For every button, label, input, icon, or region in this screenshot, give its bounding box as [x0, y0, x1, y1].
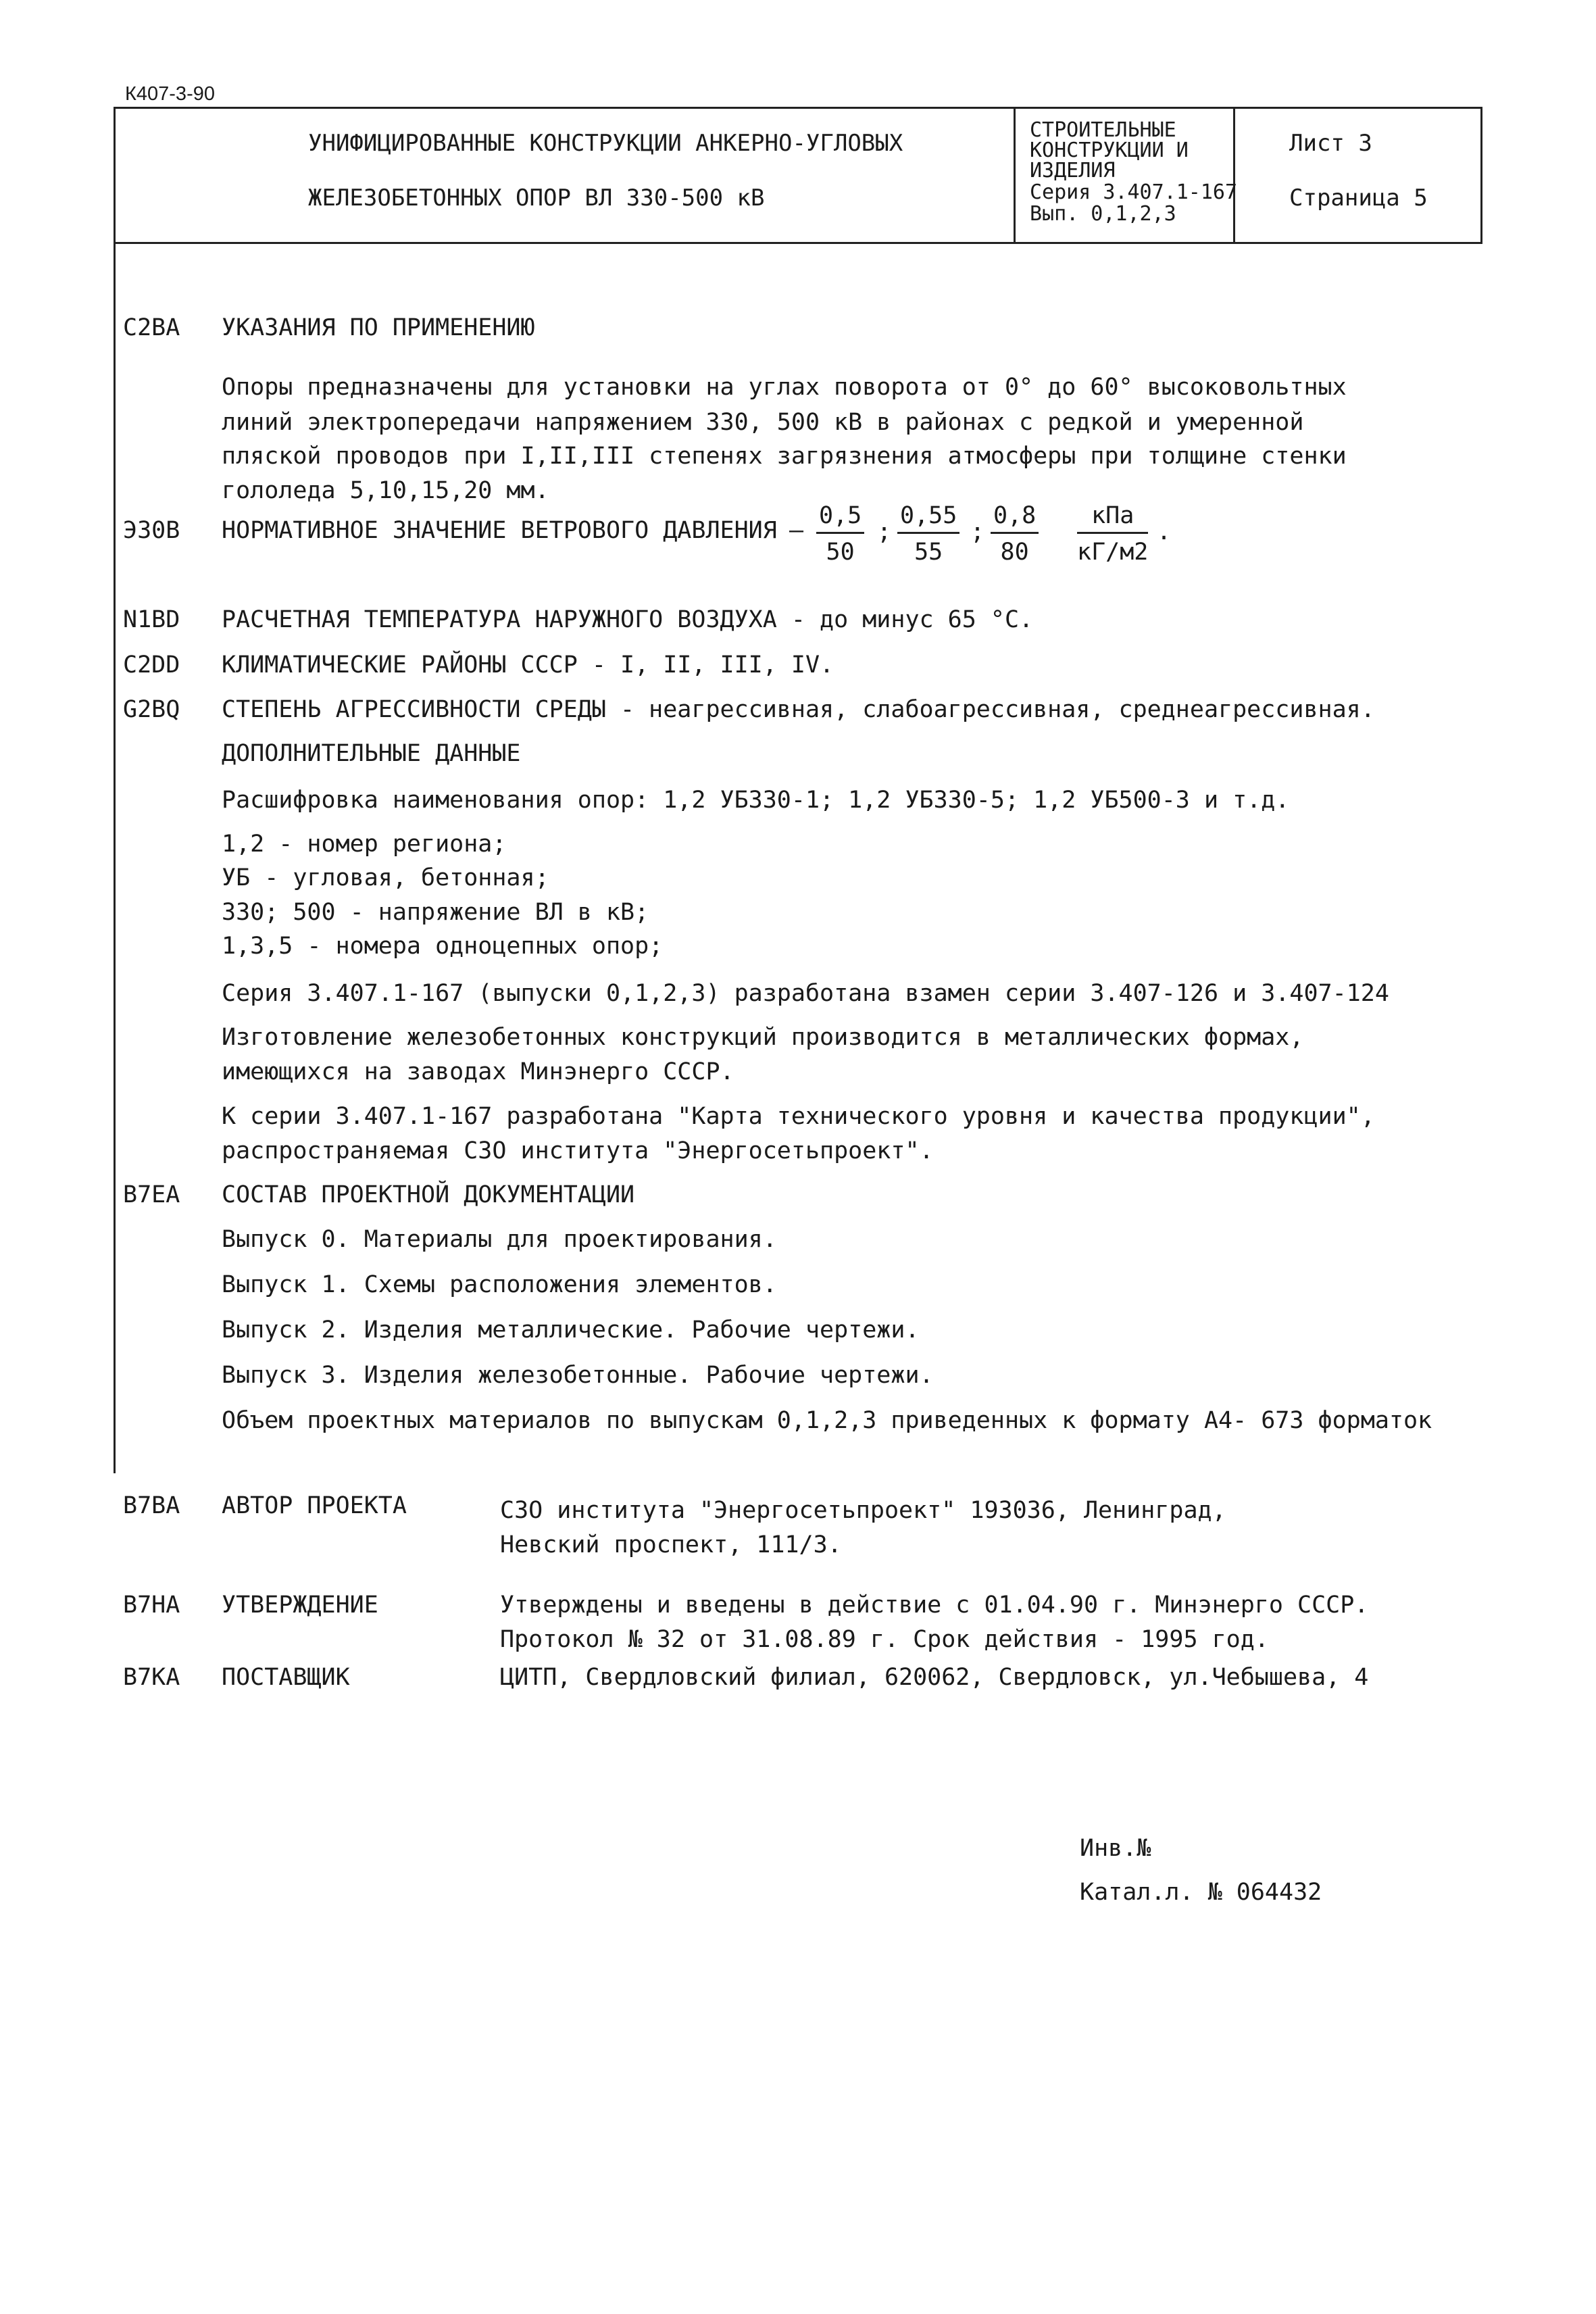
extra-decode: Расшифровка наименования опор: 1,2 УБ330-1; 1,2 УБ330-5; 1,2 УБ500-3 и т.д.: [222, 787, 1290, 814]
supplier-label: ПОСТАВЩИК: [222, 1664, 350, 1691]
wind-fraction-1-den: 50: [826, 539, 855, 566]
header-divider-2: [1233, 107, 1235, 244]
inventory-number: Инв.№: [1080, 1835, 1151, 1862]
wind-separator-2: ;: [970, 518, 985, 545]
wind-fraction-2-num: 0,55: [897, 504, 959, 534]
approval-line1: Утверждены и введены в действие с 01.04.90 г. Минэнерго СССР.: [500, 1592, 1369, 1619]
wind-fraction-1: [816, 504, 864, 564]
extra-title: ДОПОЛНИТЕЛЬНЫЕ ДАННЫЕ: [222, 740, 521, 767]
header-title-line2: ЖЕЛЕЗОБЕТОННЫХ ОПОР ВЛ 330-500 кВ: [308, 184, 765, 212]
extra-card-line1: К серии 3.407.1-167 разработана "Карта технического уровня и качества продукции",: [222, 1103, 1375, 1130]
header-category-line1: СТРОИТЕЛЬНЫЕ: [1030, 118, 1176, 142]
wind-fraction-2-den: 55: [914, 539, 943, 566]
wind-fraction-3-num: 0,8: [991, 504, 1039, 534]
header-divider-1: [1014, 107, 1016, 244]
wind-unit-den: кГ/м2: [1077, 539, 1149, 566]
usage-text-line4: гололеда 5,10,15,20 мм.: [222, 477, 549, 504]
docs-issue-3: Выпуск 3. Изделия железобетонные. Рабочие чертежи.: [222, 1362, 934, 1389]
usage-title: УКАЗАНИЯ ПО ПРИМЕНЕНИЮ: [222, 314, 535, 341]
extra-item-3: 330; 500 - напряжение ВЛ в кВ;: [222, 899, 649, 926]
wind-dash: –: [789, 517, 804, 544]
temp-code: N1BD: [123, 606, 180, 633]
wind-unit-num: кПа: [1077, 504, 1148, 534]
climate-text: КЛИМАТИЧЕСКИЕ РАЙОНЫ СССР - I, II, III, IV.: [222, 651, 834, 679]
wind-fraction-3-den: 80: [1000, 539, 1029, 566]
temp-text: РАСЧЕТНАЯ ТЕМПЕРАТУРА НАРУЖНОГО ВОЗДУХА - до минус 65 °С.: [222, 606, 1034, 633]
header-issues: Вып. 0,1,2,3: [1030, 202, 1176, 226]
docs-code: B7EA: [123, 1181, 180, 1208]
approval-code: B7НА: [123, 1592, 180, 1619]
climate-code: C2DD: [123, 651, 180, 679]
usage-code: C2ВА: [123, 314, 180, 341]
header-title-line1: УНИФИЦИРОВАННЫЕ КОНСТРУКЦИИ АНКЕРНО-УГЛОВЫХ: [308, 130, 903, 157]
extra-mfg-line2: имеющихся на заводах Минэнерго СССР.: [222, 1058, 734, 1085]
wind-fraction-2: [897, 504, 959, 564]
author-label: АВТОР ПРОЕКТА: [222, 1492, 407, 1519]
author-code: B7ВА: [123, 1492, 180, 1519]
extra-item-2: УБ - угловая, бетонная;: [222, 864, 549, 891]
doc-code: К407-3-90: [125, 83, 215, 105]
extra-mfg-line1: Изготовление железобетонных конструкций производится в металлических формах,: [222, 1024, 1304, 1051]
header-category-line2: КОНСТРУКЦИИ И: [1030, 139, 1189, 162]
docs-issue-2: Выпуск 2. Изделия металлические. Рабочие чертежи.: [222, 1316, 920, 1344]
catalog-number: Катал.л. № 064432: [1080, 1879, 1322, 1906]
extra-card-line2: распространяемая СЗО института "Энергосетьпроект".: [222, 1137, 934, 1164]
header-category-line3: ИЗДЕЛИЯ: [1030, 159, 1116, 182]
wind-fraction-1-num: 0,5: [816, 504, 864, 534]
header-top-border: [114, 107, 1482, 109]
page-number: Страница 5: [1289, 184, 1428, 212]
extra-series: Серия 3.407.1-167 (выпуски 0,1,2,3) разработана взамен серии 3.407-126 и 3.407-124: [222, 980, 1389, 1007]
extra-item-4: 1,3,5 - номера одноцепных опор;: [222, 933, 664, 960]
supplier-line1: ЦИТП, Свердловский филиал, 620062, Свердловск, ул.Чебышева, 4: [500, 1664, 1369, 1691]
docs-volume: Объем проектных материалов по выпускам 0,1,2,3 приведенных к формату А4- 673 форматок: [222, 1407, 1432, 1434]
supplier-code: B7КА: [123, 1664, 180, 1691]
header-series: Серия 3.407.1-167: [1030, 180, 1238, 204]
frame-right-border: [1480, 107, 1482, 244]
usage-text-line1: Опоры предназначены для установки на углах поворота от 0° до 60° высоковольтных: [222, 374, 1347, 401]
extra-item-1: 1,2 - номер региона;: [222, 831, 507, 858]
docs-title: СОСТАВ ПРОЕКТНОЙ ДОКУМЕНТАЦИИ: [222, 1181, 635, 1208]
aggr-code: G2BQ: [123, 696, 180, 723]
author-line2: Невский проспект, 111/3.: [500, 1531, 842, 1558]
aggr-text: СТЕПЕНЬ АГРЕССИВНОСТИ СРЕДЫ - неагрессивная, слабоагрессивная, среднеагрессивная.: [222, 696, 1375, 723]
usage-text-line3: пляской проводов при I,II,III степенях загрязнения атмосферы при толщине стенки: [222, 443, 1347, 470]
author-line1: СЗО института "Энергосетьпроект" 193036, Ленинград,: [500, 1497, 1226, 1524]
usage-text-line2: линий электропередачи напряжением 330, 500 кВ в районах с редкой и умеренной: [222, 409, 1304, 436]
wind-code: Э30В: [123, 517, 180, 544]
approval-line2: Протокол № 32 от 31.08.89 г. Срок действия - 1995 год.: [500, 1626, 1269, 1653]
approval-label: УТВЕРЖДЕНИЕ: [222, 1592, 378, 1619]
wind-end: .: [1157, 518, 1172, 545]
wind-unit: [1077, 504, 1148, 564]
wind-separator-1: ;: [877, 518, 892, 545]
header-bottom-border: [114, 242, 1482, 244]
docs-issue-0: Выпуск 0. Материалы для проектирования.: [222, 1226, 777, 1253]
wind-fraction-3: [991, 504, 1039, 564]
frame-left-border: [114, 107, 116, 1473]
docs-issue-1: Выпуск 1. Схемы расположения элементов.: [222, 1271, 777, 1298]
wind-label: НОРМАТИВНОЕ ЗНАЧЕНИЕ ВЕТРОВОГО ДАВЛЕНИЯ: [222, 517, 777, 544]
sheet-number: Лист 3: [1289, 130, 1372, 157]
